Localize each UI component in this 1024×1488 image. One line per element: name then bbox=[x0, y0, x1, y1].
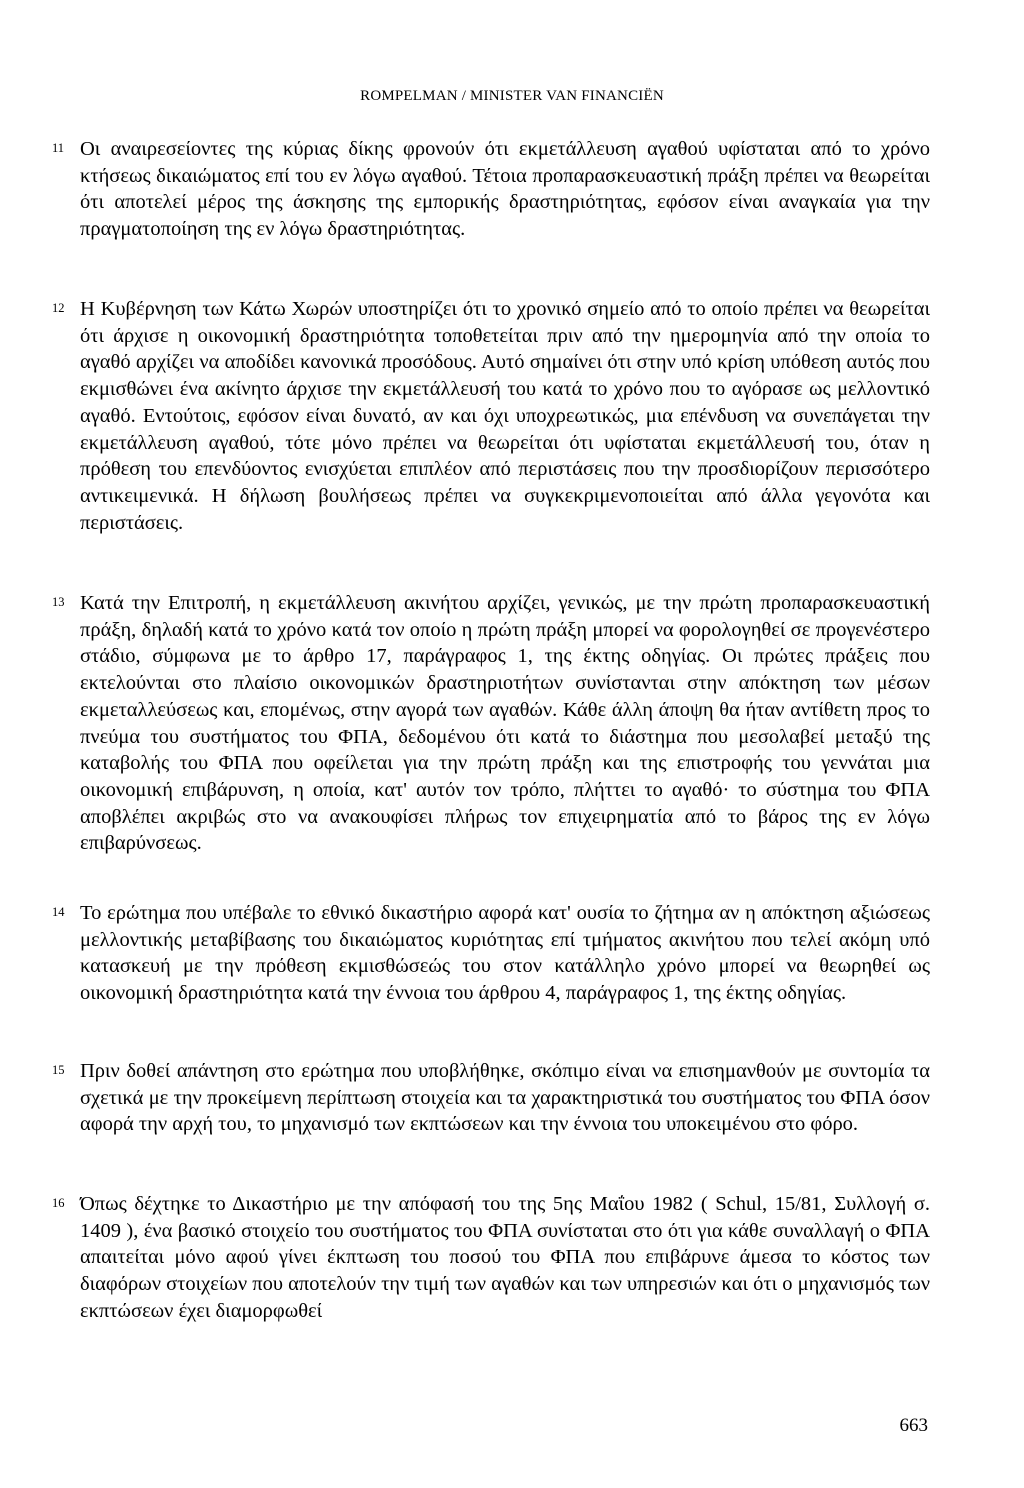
paragraph-number: 16 bbox=[52, 1196, 65, 1210]
page-number: 663 bbox=[899, 1415, 928, 1436]
paragraph-number: 14 bbox=[52, 905, 65, 919]
paragraph-text: Πριν δοθεί απάντηση στο ερώτημα που υποβλήθηκε, σκόπιμο είναι να επισημανθούν με συντομία τα σχετικά με την προκείμενη περίπτωση στοιχεία και τα χαρακτηριστικά του συστήματος του ΦΠΑ όσον αφορά την αρχή του, το μηχανισμό των εκπτώσεων και την έννοια του υποκειμένου στο φόρο. bbox=[80, 1060, 930, 1136]
paragraph-text: Κατά την Επιτροπή, η εκμετάλλευση ακινήτου αρχίζει, γενικώς, με την πρώτη προπαρασκευαστική πράξη, δηλαδή κατά το χρόνο κατά τον οποίο η πρώτη πράξη μπορεί να φορολογηθεί σε προγενέστερο στάδιο, σύμφωνα με το άρθρο 17, παράγραφος 1, της έκτης οδηγίας. Οι πρώτες πράξεις που εκτελούνται στο πλαίσιο οικονομικών δραστηριοτήτων συνίστανται στην απόκτηση των μέσων εκμεταλλεύσεως και, επομένως, στην αγορά των αγαθών. Κάθε άλλη άποψη θα ήταν αντίθετη προς το πνεύμα του συστήματος του ΦΠΑ, δεδομένου ότι κατά το διάστημα που μεσολαβεί μεταξύ της καταβολής του ΦΠΑ που οφείλεται για την πρώτη πράξη και της επιστροφής του γεννάται μια οικονομική επιβάρυνση, η οποία, κατ' αυτόν τον τρόπο, πλήττει το αγαθό· το σύστημα του ΦΠΑ αποβλέπει ακριβώς στο να ανακουφίσει πλήρως τον επιχειρηματία από το βάρος της εν λόγω επιβαρύνσεως. bbox=[80, 592, 930, 855]
running-header: ROMPELMAN / MINISTER VAN FINANCIËN bbox=[360, 88, 664, 104]
paragraph-text: Το ερώτημα που υπέβαλε το εθνικό δικαστήριο αφορά κατ' ουσία το ζήτημα αν η απόκτηση αξιώσεως μελλοντικής μεταβίβασης του δικαιώματος κυριότητας επί τμήματος ακινήτου που τελεί ακόμη υπό κατασκευή με την πρόθεση εκμισθώσεώς του στον κατάλληλο χρόνο μπορεί να θεωρηθεί ως οικονομική δραστηριότητα κατά την έννοια του άρθρου 4, παράγραφος 1, της έκτης οδηγίας. bbox=[80, 902, 930, 1005]
paragraph-text: Οι αναιρεσείοντες της κύριας δίκης φρονούν ότι εκμετάλλευση αγαθού υφίσταται από το χρόνο κτήσεως δικαιώματος επί του εν λόγω αγαθού. Τέτοια προπαρασκευαστική πράξη πρέπει να θεωρείται ότι αποτελεί μέρος της άσκησης της εμπορικής δραστηριότητας, εφόσον είναι αναγκαία για την πραγματοποίηση της εν λόγω δραστηριότητας. bbox=[80, 138, 930, 241]
paragraph-number: 11 bbox=[52, 141, 65, 155]
paragraph-number: 15 bbox=[52, 1063, 65, 1077]
paragraph-text: Όπως δέχτηκε το Δικαστήριο με την απόφασή του της 5ης Μαΐου 1982 ( Schul, 15/81, Συλλογή σ. 1409 ), ένα βασικό στοιχείο του συστήματος του ΦΠΑ συνίσταται στο ότι για κάθε συναλλαγή ο ΦΠΑ απαιτείται μόνο αφού γίνει έκπτωση του ποσού του ΦΠΑ που επιβάρυνε άμεσα το κόστος των διαφόρων στοιχείων που αποτελούν την τιμή των αγαθών και των υπηρεσιών και ότι ο μηχανισμός των εκπτώσεων έχει διαμορφωθεί bbox=[80, 1193, 931, 1322]
paragraph-number: 12 bbox=[52, 301, 65, 315]
paragraph-number: 13 bbox=[52, 595, 65, 609]
paragraph-text: Η Κυβέρνηση των Κάτω Χωρών υποστηρίζει ότι το χρονικό σημείο από το οποίο πρέπει να θεωρείται ότι άρχισε η οικονομική δραστηριότητα τοποθετείται πριν από την ημερομηνία από την οποία το αγαθό αρχίζει να αποδίδει κανονικά προσόδους. Αυτό σημαίνει ότι στην υπό κρίση υπόθεση αυτός που εκμισθώνει ένα ακίνητο άρχισε την εκμετάλλευσή του κατά το χρόνο που το αγόρασε ως μελλοντικό αγαθό. Εντούτοις, εφόσον είναι δυνατό, αν και όχι υποχρεωτικώς, μια επένδυση να συνεπάγεται την εκμετάλλευση αγαθού, τότε μόνο πρέπει να θεωρείται ότι υφίσταται εκμετάλλευσή του, όταν η πρόθεση του επενδύοντος ενισχύεται επιπλέον από περιστάσεις που την προσδιορίζουν περισσότερο αντικειμενικά. Η δήλωση βουλήσεως πρέπει να συγκεκριμενοποιείται από άλλα γεγονότα και περιστάσεις. bbox=[80, 298, 930, 534]
